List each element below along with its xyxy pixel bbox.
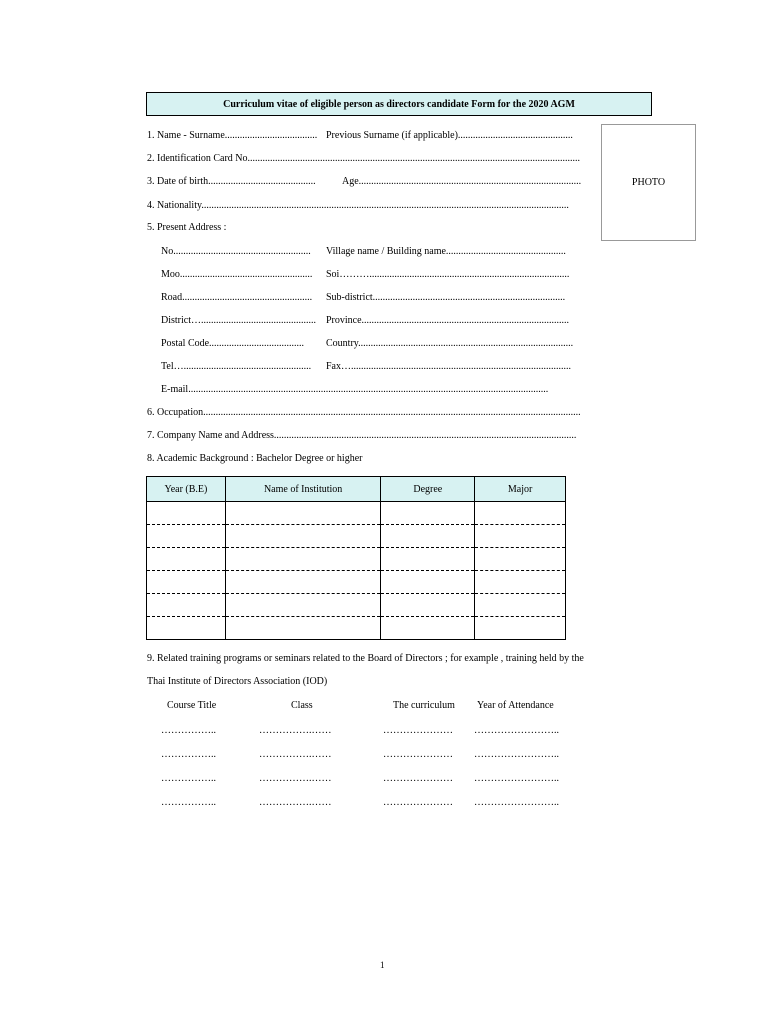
academic-table [146, 476, 566, 640]
year-blank[interactable]: …………………….. [474, 773, 559, 784]
form-title: Curriculum vitae of eligible person as directors candidate Form for the 2020 AGM [146, 92, 652, 116]
degree-cell[interactable] [381, 525, 475, 548]
institution-cell[interactable] [225, 617, 381, 640]
year-blank[interactable]: …………………….. [474, 725, 559, 736]
course-title-blank[interactable]: …………….. [161, 797, 216, 808]
age-field[interactable]: Age......................................................................................... [342, 176, 582, 187]
degree-cell[interactable] [381, 617, 475, 640]
previous-surname-field[interactable]: Previous Surname (if applicable).............................................. [326, 130, 573, 141]
year-cell[interactable] [147, 571, 226, 594]
class-blank[interactable]: …………….…… [259, 797, 332, 808]
degree-cell[interactable] [381, 548, 475, 571]
course-title-header: Course Title [167, 700, 217, 711]
year-blank[interactable]: …………………….. [474, 749, 559, 760]
table-row [147, 617, 566, 640]
curriculum-header: The curriculum [393, 700, 455, 711]
course-title-blank[interactable]: …………….. [161, 749, 216, 760]
course-title-blank[interactable]: …………….. [161, 773, 216, 784]
table-row [147, 502, 566, 525]
table-row [147, 525, 566, 548]
header-degree: Degree [381, 477, 475, 502]
major-cell[interactable] [475, 548, 566, 571]
subdistrict-field[interactable]: Sub-district............................................................................. [326, 292, 566, 303]
year-blank[interactable]: …………………….. [474, 797, 559, 808]
dob-field[interactable]: 3. Date of birth........................................... [147, 176, 316, 187]
institution-cell[interactable] [225, 548, 381, 571]
training-text-line1: 9. Related training programs or seminars related to the Board of Directors ; for example , training held by the [147, 653, 584, 664]
degree-cell[interactable] [381, 594, 475, 617]
present-address-label: 5. Present Address : [147, 222, 227, 233]
photo-box[interactable] [601, 124, 696, 241]
soi-field[interactable]: Soi………................................................................................ [326, 269, 570, 280]
curriculum-blank[interactable]: ………………… [383, 725, 453, 736]
major-cell[interactable] [475, 525, 566, 548]
company-field[interactable]: 7. Company Name and Address......................................................................................................................... [147, 430, 577, 441]
curriculum-blank[interactable]: ………………… [383, 773, 453, 784]
institution-cell[interactable] [225, 502, 381, 525]
degree-cell[interactable] [381, 502, 475, 525]
degree-cell[interactable] [381, 571, 475, 594]
major-cell[interactable] [475, 502, 566, 525]
year-cell[interactable] [147, 617, 226, 640]
table-row [147, 571, 566, 594]
postal-code-field[interactable]: Postal Code...................................... [161, 338, 305, 349]
address-no-field[interactable]: No....................................................... [161, 246, 311, 257]
header-year: Year (B.E) [147, 477, 226, 502]
moo-field[interactable]: Moo..................................................... [161, 269, 313, 280]
table-row [147, 548, 566, 571]
province-field[interactable]: Province................................................................................... [326, 315, 570, 326]
year-cell[interactable] [147, 502, 226, 525]
year-cell[interactable] [147, 594, 226, 617]
id-card-field[interactable]: 2. Identification Card No..................................................................................................................................... [147, 153, 581, 164]
class-blank[interactable]: …………….…… [259, 749, 332, 760]
district-field[interactable]: District….............................................. [161, 315, 316, 326]
curriculum-blank[interactable]: ………………… [383, 797, 453, 808]
fax-field[interactable]: Fax…........................................................................................ [326, 361, 571, 372]
country-field[interactable]: Country...................................................................................... [326, 338, 574, 349]
village-field[interactable]: Village name / Building name................................................ [326, 246, 566, 257]
curriculum-blank[interactable]: ………………… [383, 749, 453, 760]
class-blank[interactable]: …………….…… [259, 773, 332, 784]
name-field[interactable]: 1. Name - Surname..................................... [147, 130, 318, 141]
road-field[interactable]: Road.................................................... [161, 292, 313, 303]
major-cell[interactable] [475, 594, 566, 617]
class-blank[interactable]: …………….…… [259, 725, 332, 736]
institution-cell[interactable] [225, 571, 381, 594]
class-header: Class [291, 700, 313, 711]
institution-cell[interactable] [225, 525, 381, 548]
major-cell[interactable] [475, 617, 566, 640]
course-title-blank[interactable]: …………….. [161, 725, 216, 736]
year-cell[interactable] [147, 525, 226, 548]
header-major: Major [475, 477, 566, 502]
tel-field[interactable]: Tel…................................................... [161, 361, 312, 372]
nationality-field[interactable]: 4. Nationality................................................................................................................................................... [147, 200, 569, 211]
academic-header-row [147, 477, 566, 502]
header-institution: Name of Institution [225, 477, 381, 502]
page-number: 1 [380, 960, 385, 970]
year-attendance-header: Year of Attendance [477, 700, 554, 711]
institution-cell[interactable] [225, 594, 381, 617]
academic-heading: 8. Academic Background : Bachelor Degree or higher [147, 453, 363, 464]
table-row [147, 594, 566, 617]
email-field[interactable]: E-mail................................................................................................................................................ [161, 384, 549, 395]
photo-label: PHOTO [631, 177, 666, 188]
training-text-line2: Thai Institute of Directors Association (IOD) [147, 676, 328, 687]
year-cell[interactable] [147, 548, 226, 571]
major-cell[interactable] [475, 571, 566, 594]
occupation-field[interactable]: 6. Occupation....................................................................................................................................................... [147, 407, 581, 418]
